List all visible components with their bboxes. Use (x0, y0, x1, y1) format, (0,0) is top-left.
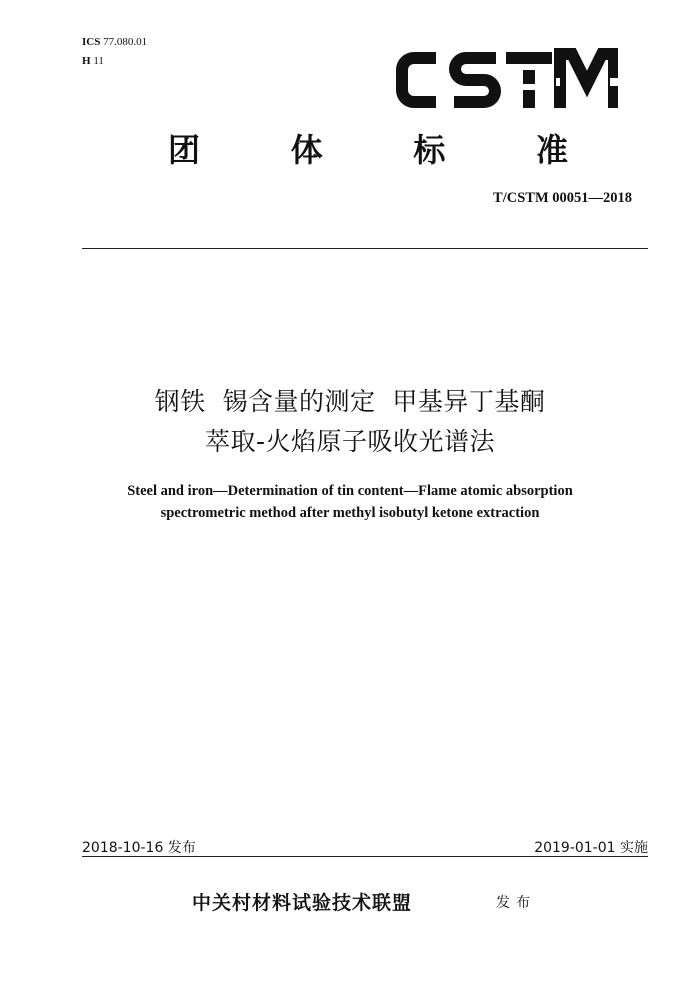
header-divider (82, 248, 648, 249)
category-char: 团 (168, 131, 201, 169)
standard-number: T/CSTM 00051—2018 (493, 190, 632, 206)
english-title (0, 480, 700, 524)
standard-category (168, 128, 568, 172)
cstm-logo (396, 48, 618, 112)
english-title-line: Steel and iron—Determination of tin content—Flame atomic absorption (127, 483, 573, 499)
chinese-title-line: 钢铁 锡含量的测定 甲基异丁基酮 (154, 387, 546, 416)
implementation-date: 2019-01-01 实施 (534, 840, 648, 856)
ccs-code: H 11 (82, 55, 104, 67)
category-char: 标 (413, 131, 446, 169)
ics-code: ICS 77.080.01 (82, 36, 148, 48)
issue-date: 2018-10-16 发布 (82, 840, 196, 856)
chinese-title-line: 萃取-火焰原子吸收光谱法 (204, 427, 496, 456)
english-title-line: spectrometric method after methyl isobutyl ketone extraction (160, 505, 540, 521)
classification-codes (82, 33, 147, 71)
chinese-title (0, 382, 700, 462)
category-char: 准 (535, 131, 568, 169)
publish-label: 发布 (496, 895, 536, 911)
publisher-name: 中关村材料试验技术联盟 (192, 892, 413, 914)
category-char: 体 (290, 131, 323, 169)
footer-divider (82, 856, 648, 857)
